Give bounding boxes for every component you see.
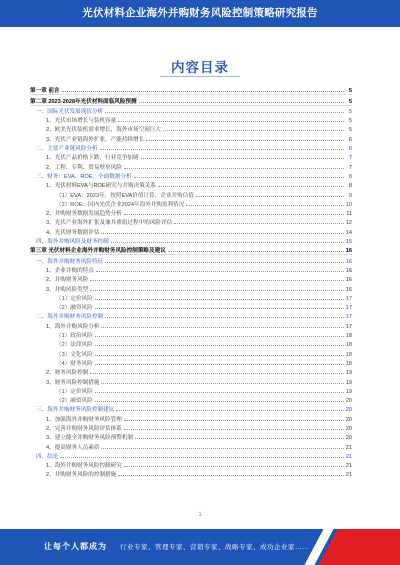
toc-entry-text: 4、提高财务人员素质: [46, 444, 100, 451]
toc-entry[interactable]: [30, 395, 352, 404]
toc-entry-page: 18: [345, 342, 352, 349]
toc-leader-dots: [111, 242, 344, 243]
toc-entry-page: 20: [345, 398, 352, 405]
report-title-bar: [0, 0, 400, 27]
toc-leader-dots: [174, 223, 344, 224]
toc-entry[interactable]: [30, 180, 352, 189]
toc-entry[interactable]: [30, 432, 352, 441]
toc-entry-page: 7: [348, 164, 352, 171]
toc-entry-text: 1、光伏市场增长与装机容量: [46, 118, 117, 125]
toc-entry[interactable]: [30, 423, 352, 432]
toc-entry-page: 19: [345, 388, 352, 395]
toc-entry[interactable]: [30, 95, 352, 105]
page-number: 1: [198, 512, 202, 518]
toc-leader-dots: [134, 177, 344, 178]
toc-entry-text: 3、光伏产业海外扩张及兼并重组过程中的风险评估: [46, 220, 173, 227]
toc-leader-dots: [95, 355, 344, 356]
toc-entry-text: 二、海外并购财务风险控制: [36, 314, 104, 321]
toc-leader-dots: [90, 373, 344, 374]
toc-leader-dots: [101, 383, 344, 384]
toc-entry[interactable]: [30, 226, 352, 235]
toc-entry-page: 17: [345, 305, 352, 312]
toc-entry-page: 16: [345, 248, 352, 255]
toc-entry[interactable]: [30, 199, 352, 208]
toc-leader-dots: [95, 299, 344, 300]
toc-entry-page: 18: [345, 351, 352, 358]
toc-leader-dots: [105, 262, 344, 263]
toc-leader-dots: [124, 420, 344, 421]
toc-entry-text: 2、欧美光伏装机需求增长，海外市场空间巨大: [46, 127, 161, 134]
toc-entry-text: 3、财务风险控制措施: [46, 379, 100, 386]
toc-entry-text: 三、海外并购财务风险控制建议: [36, 407, 115, 414]
toc-entry-page: 17: [345, 314, 352, 321]
toc-leader-dots: [196, 196, 344, 197]
toc-entry-page: 16: [345, 267, 352, 274]
toc-entry-page: 16: [345, 258, 352, 265]
toc-entry[interactable]: [30, 460, 352, 469]
toc-leader-dots: [96, 271, 344, 272]
toc-entry[interactable]: [30, 330, 352, 339]
toc-entry-text: 第一章 前言: [30, 88, 60, 95]
toc-leader-dots: [118, 475, 344, 476]
toc-entry-text: 2、并购财务风险的控制措施: [46, 472, 117, 479]
toc-entry[interactable]: [30, 152, 352, 161]
toc-leader-dots: [124, 214, 344, 215]
toc-leader-dots: [186, 205, 344, 206]
toc-entry-page: 11: [346, 211, 352, 218]
toc-entry-text: 三、财务：EVA、ROE、全面数据分析: [36, 173, 132, 180]
toc-entry-text: 3、建立健全并购财务风险预警机制: [46, 435, 134, 442]
toc-leader-dots: [60, 457, 344, 458]
toc-entry[interactable]: [30, 469, 352, 478]
toc-entry-text: 1、加强海外并购财务风险管理: [46, 416, 122, 423]
toc-entry[interactable]: [30, 451, 352, 460]
toc-entry-text: （2）ROE：国内光伏企业2024年海外并购盈利情况: [56, 201, 185, 208]
toc-entry-text: 3、并购风险类型: [46, 286, 89, 293]
toc-leader-dots: [62, 91, 344, 92]
toc-entry[interactable]: [30, 255, 352, 264]
toc-leader-dots: [139, 102, 344, 103]
toc-entry-text: 1、光伏材料EVA与ROE研究与并购决策关系: [46, 183, 156, 190]
toc-entry[interactable]: [30, 85, 352, 95]
toc-entry[interactable]: [30, 302, 352, 311]
toc-entry[interactable]: [30, 283, 352, 292]
toc-entry-page: 21: [345, 463, 352, 470]
toc-leader-dots: [101, 327, 344, 328]
toc-entry-text: 1、光伏产品价格下跌，行业竞争加剧: [46, 155, 139, 162]
toc-entry-page: 19: [345, 379, 352, 386]
toc-entry[interactable]: [30, 217, 352, 226]
toc-entry-text: 2、完善并购财务风险评估体系: [46, 425, 122, 432]
toc-entry[interactable]: [30, 189, 352, 198]
toc-leader-dots: [135, 438, 344, 439]
toc-entry[interactable]: [30, 124, 352, 133]
toc-entry-text: 第三章 光伏材料企业海外并购财务风险控制策略及建议: [30, 248, 166, 255]
toc-entry-text: 二、主要产业链风险分析: [36, 146, 98, 153]
toc-entry[interactable]: [30, 376, 352, 385]
toc-entry-page: 8: [348, 183, 352, 190]
footer-banner: [0, 529, 400, 565]
report-title: 光伏材料企业海外并购财务风险控制策略研究报告: [82, 7, 318, 19]
toc-leader-dots: [158, 186, 344, 187]
toc-entry[interactable]: [30, 311, 352, 320]
toc-entry-page: 20: [345, 435, 352, 442]
toc-leader-dots: [95, 401, 344, 402]
toc-entry-text: 1、海外并购风险分析: [46, 323, 100, 330]
toc-entry[interactable]: [30, 236, 352, 245]
toc-entry[interactable]: [30, 274, 352, 283]
toc-entry-text: （4）财务风险: [56, 360, 93, 367]
toc-entry-page: 5: [348, 108, 352, 115]
toc-entry[interactable]: [30, 367, 352, 376]
toc-leader-dots: [101, 233, 344, 234]
toc-entry[interactable]: [30, 441, 352, 450]
toc-entry-text: （2）法律风险: [56, 342, 93, 349]
toc-entry-page: 8: [348, 173, 352, 180]
toc-entry-text: 2、并购财务数据发展趋势分析: [46, 211, 122, 218]
toc-entry[interactable]: [30, 339, 352, 348]
toc-entry-text: 1、企业并购的特点: [46, 267, 94, 274]
toc-entry-page: 18: [345, 333, 352, 340]
toc-entry[interactable]: [30, 161, 352, 170]
toc-entry-text: 一、国际光伏发展现状分析: [36, 108, 104, 115]
toc-leader-dots: [95, 345, 344, 346]
toc-entry[interactable]: [30, 320, 352, 329]
toc-leader-dots: [95, 336, 344, 337]
toc-leader-dots: [146, 140, 344, 141]
toc-entry[interactable]: [30, 133, 352, 142]
toc-leader-dots: [116, 410, 344, 411]
toc-entry-page: 17: [345, 295, 352, 302]
toc-title: 内容目录: [171, 60, 229, 75]
toc-entry-text: 2、财务风险控制: [46, 370, 89, 377]
toc-entry[interactable]: [30, 106, 352, 115]
toc-leader-dots: [163, 130, 344, 131]
toc-entry-page: 15: [345, 239, 352, 246]
toc-entry[interactable]: [30, 293, 352, 302]
toc-entry-page: 16: [345, 286, 352, 293]
toc-leader-dots: [90, 280, 344, 281]
toc-entry-text: 2、工程、专利、贸易壁垒风险: [46, 164, 122, 171]
toc-entry-text: 第二章 2023-2028年光伏材料面临风险预测: [30, 98, 137, 105]
toc-entry-text: 四、结论: [36, 453, 59, 460]
toc-leader-dots: [124, 168, 344, 169]
toc-entry-page: 20: [345, 416, 352, 423]
toc-entry[interactable]: [30, 208, 352, 217]
toc-entry[interactable]: [30, 143, 352, 152]
toc-entry-page: 5: [348, 98, 352, 105]
toc-entry-page: 20: [345, 425, 352, 432]
toc-entry-page: 5: [348, 127, 352, 134]
toc-leader-dots: [141, 158, 344, 159]
toc-entry-text: 1、海外并购财务风险控制研究: [46, 463, 122, 470]
toc-entry-page: 6: [348, 146, 352, 153]
toc-entry-text: （3）文化风险: [56, 351, 93, 358]
footer-subtitle: 行业专家、管理专家、营销专家、战略专家、成功企业家……: [120, 544, 309, 551]
toc-entry-page: 21: [345, 472, 352, 479]
toc-leader-dots: [95, 392, 344, 393]
toc-entry-page: 12: [345, 220, 352, 227]
toc-entry-page: 5: [348, 88, 352, 95]
footer-slogan: 让每个人都成为: [44, 542, 107, 551]
table-of-contents: [30, 85, 352, 478]
toc-entry-page: 5: [348, 118, 352, 125]
toc-entry[interactable]: [30, 265, 352, 274]
toc-entry-text: 2、并购财务风险: [46, 277, 89, 284]
toc-entry-text: 四、海外并购风险及财务控制: [36, 239, 109, 246]
toc-entry-page: 21: [345, 444, 352, 451]
toc-leader-dots: [95, 364, 344, 365]
toc-entry[interactable]: [30, 245, 352, 255]
toc-leader-dots: [105, 317, 344, 318]
toc-leader-dots: [95, 308, 344, 309]
toc-entry[interactable]: [30, 115, 352, 124]
toc-entry-text: 4、光伏财务数据评估: [46, 229, 100, 236]
toc-entry-page: 17: [345, 323, 352, 330]
toc-entry-page: 16: [345, 277, 352, 284]
toc-entry-page: 18: [345, 360, 352, 367]
toc-leader-dots: [90, 290, 344, 291]
toc-entry[interactable]: [30, 404, 352, 413]
toc-entry-text: （2）融资风险: [56, 398, 93, 405]
toc-entry-text: 3、光伏产业链海外扩张，产能持续增长: [46, 136, 145, 143]
toc-entry-page: 6: [348, 136, 352, 143]
toc-title-divider: [160, 76, 240, 77]
toc-entry-page: 9: [348, 192, 352, 199]
toc-entry[interactable]: [30, 348, 352, 357]
toc-entry-text: 一、海外并购财务风险特征: [36, 258, 104, 265]
toc-entry-text: （1）定价风险: [56, 388, 93, 395]
toc-leader-dots: [124, 466, 344, 467]
toc-entry-page: 10: [345, 201, 352, 208]
toc-entry-page: 7: [348, 155, 352, 162]
toc-leader-dots: [105, 112, 344, 113]
toc-entry[interactable]: [30, 171, 352, 180]
toc-entry-page: 20: [345, 407, 352, 414]
toc-leader-dots: [100, 149, 344, 150]
toc-entry-text: （2）融资风险: [56, 305, 93, 312]
toc-entry[interactable]: [30, 358, 352, 367]
toc-entry-text: （1）EVA：2023年，按照EVA价值计算，企业并购估值: [56, 192, 194, 199]
toc-leader-dots: [118, 121, 344, 122]
toc-entry[interactable]: [30, 386, 352, 395]
toc-leader-dots: [124, 429, 344, 430]
toc-leader-dots: [101, 448, 344, 449]
toc-entry[interactable]: [30, 413, 352, 422]
toc-entry-text: （1）政治风险: [56, 333, 93, 340]
toc-entry-page: 14: [345, 229, 352, 236]
toc-entry-page: 19: [345, 370, 352, 377]
toc-entry-text: （1）定价风险: [56, 295, 93, 302]
toc-entry-page: 21: [345, 453, 352, 460]
toc-leader-dots: [168, 251, 344, 252]
